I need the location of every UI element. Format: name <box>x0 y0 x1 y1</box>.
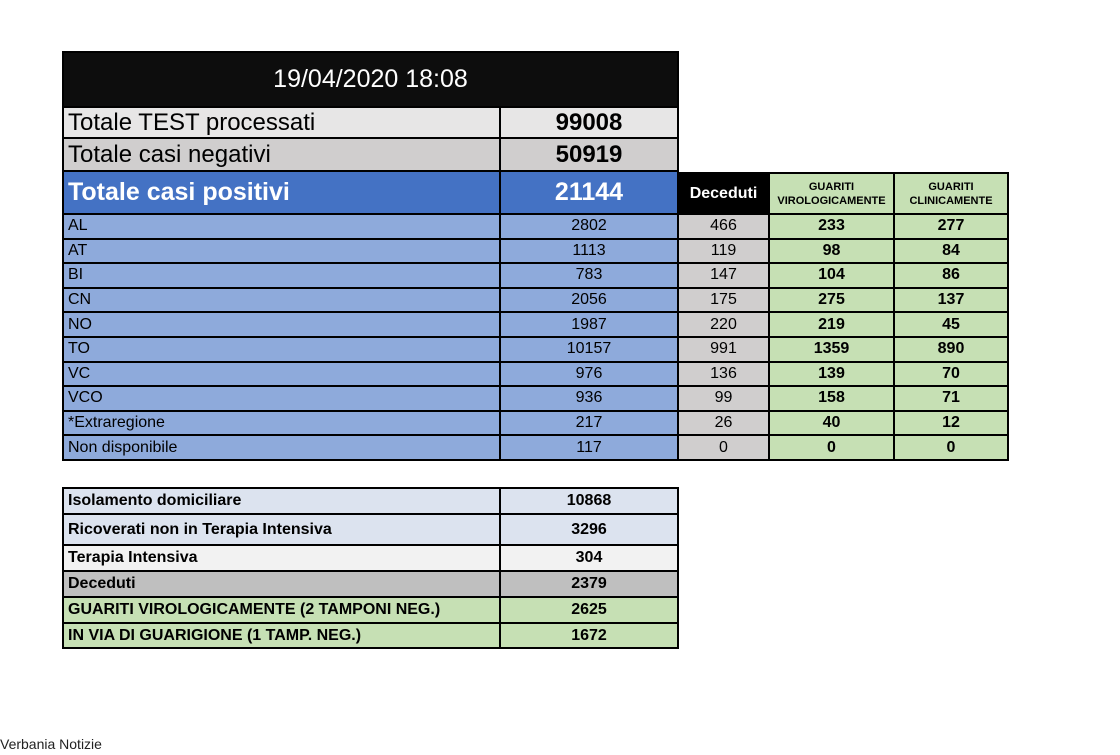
province-guariti-viro: 1359 <box>768 336 895 363</box>
province-name: TO <box>62 336 501 363</box>
province-guariti-viro: 158 <box>768 385 895 412</box>
province-deceduti: 26 <box>677 410 770 437</box>
province-guariti-clin: 277 <box>893 213 1009 240</box>
total-positive-label: Totale casi positivi <box>62 170 501 215</box>
total-negative-label: Totale casi negativi <box>62 137 501 172</box>
guariti-clin-header-line2: CLINICAMENTE <box>909 194 993 207</box>
total-positive-value: 21144 <box>499 170 679 215</box>
province-name: CN <box>62 287 501 314</box>
province-guariti-viro: 275 <box>768 287 895 314</box>
province-deceduti: 220 <box>677 311 770 338</box>
province-positivi: 117 <box>499 434 679 461</box>
province-positivi: 1113 <box>499 238 679 265</box>
province-guariti-clin: 71 <box>893 385 1009 412</box>
province-deceduti: 175 <box>677 287 770 314</box>
province-name: *Extraregione <box>62 410 501 437</box>
province-positivi: 2056 <box>499 287 679 314</box>
province-name: AT <box>62 238 501 265</box>
province-positivi: 10157 <box>499 336 679 363</box>
province-deceduti: 991 <box>677 336 770 363</box>
province-guariti-clin: 70 <box>893 361 1009 388</box>
province-guariti-viro: 104 <box>768 262 895 289</box>
province-guariti-viro: 139 <box>768 361 895 388</box>
guariti-clin-column-header <box>893 172 1009 215</box>
footer-credit: Verbania Notizie <box>0 736 102 752</box>
province-name: VC <box>62 361 501 388</box>
guariti-viro-header-line1: GUARITI <box>808 180 855 193</box>
guariti-viro-column-header <box>768 172 895 215</box>
status-value: 3296 <box>499 513 679 546</box>
province-guariti-viro: 233 <box>768 213 895 240</box>
status-label: Ricoverati non in Terapia Intensiva <box>62 513 501 546</box>
status-value: 304 <box>499 544 679 572</box>
province-guariti-clin: 86 <box>893 262 1009 289</box>
province-guariti-viro: 40 <box>768 410 895 437</box>
status-label: Terapia Intensiva <box>62 544 501 572</box>
status-label: Deceduti <box>62 570 501 598</box>
province-guariti-viro: 219 <box>768 311 895 338</box>
province-positivi: 1987 <box>499 311 679 338</box>
province-positivi: 2802 <box>499 213 679 240</box>
province-deceduti: 0 <box>677 434 770 461</box>
date-time-text: 19/04/2020 18:08 <box>273 65 468 93</box>
province-guariti-clin: 45 <box>893 311 1009 338</box>
status-value: 2379 <box>499 570 679 598</box>
guariti-viro-header-line2: VIROLOGICAMENTE <box>777 194 886 207</box>
guariti-clin-header-line1: GUARITI <box>928 180 974 193</box>
province-name: VCO <box>62 385 501 412</box>
date-time-header <box>62 51 679 108</box>
status-label: Isolamento domiciliare <box>62 487 501 515</box>
province-guariti-viro: 98 <box>768 238 895 265</box>
province-name: Non disponibile <box>62 434 501 461</box>
province-name: NO <box>62 311 501 338</box>
province-name: AL <box>62 213 501 240</box>
province-deceduti: 99 <box>677 385 770 412</box>
status-label: IN VIA DI GUARIGIONE (1 TAMP. NEG.) <box>62 622 501 649</box>
province-deceduti: 147 <box>677 262 770 289</box>
total-tests-label: Totale TEST processati <box>62 106 501 139</box>
province-guariti-clin: 0 <box>893 434 1009 461</box>
province-guariti-clin: 12 <box>893 410 1009 437</box>
province-deceduti: 136 <box>677 361 770 388</box>
total-tests-value: 99008 <box>499 106 679 139</box>
status-label: GUARITI VIROLOGICAMENTE (2 TAMPONI NEG.) <box>62 596 501 624</box>
province-deceduti: 466 <box>677 213 770 240</box>
province-guariti-clin: 137 <box>893 287 1009 314</box>
province-positivi: 783 <box>499 262 679 289</box>
province-guariti-clin: 890 <box>893 336 1009 363</box>
province-deceduti: 119 <box>677 238 770 265</box>
status-value: 1672 <box>499 622 679 649</box>
status-value: 10868 <box>499 487 679 515</box>
total-negative-value: 50919 <box>499 137 679 172</box>
province-name: BI <box>62 262 501 289</box>
province-guariti-viro: 0 <box>768 434 895 461</box>
province-positivi: 217 <box>499 410 679 437</box>
deceduti-column-header: Deceduti <box>677 172 770 215</box>
status-value: 2625 <box>499 596 679 624</box>
province-positivi: 976 <box>499 361 679 388</box>
province-positivi: 936 <box>499 385 679 412</box>
province-guariti-clin: 84 <box>893 238 1009 265</box>
